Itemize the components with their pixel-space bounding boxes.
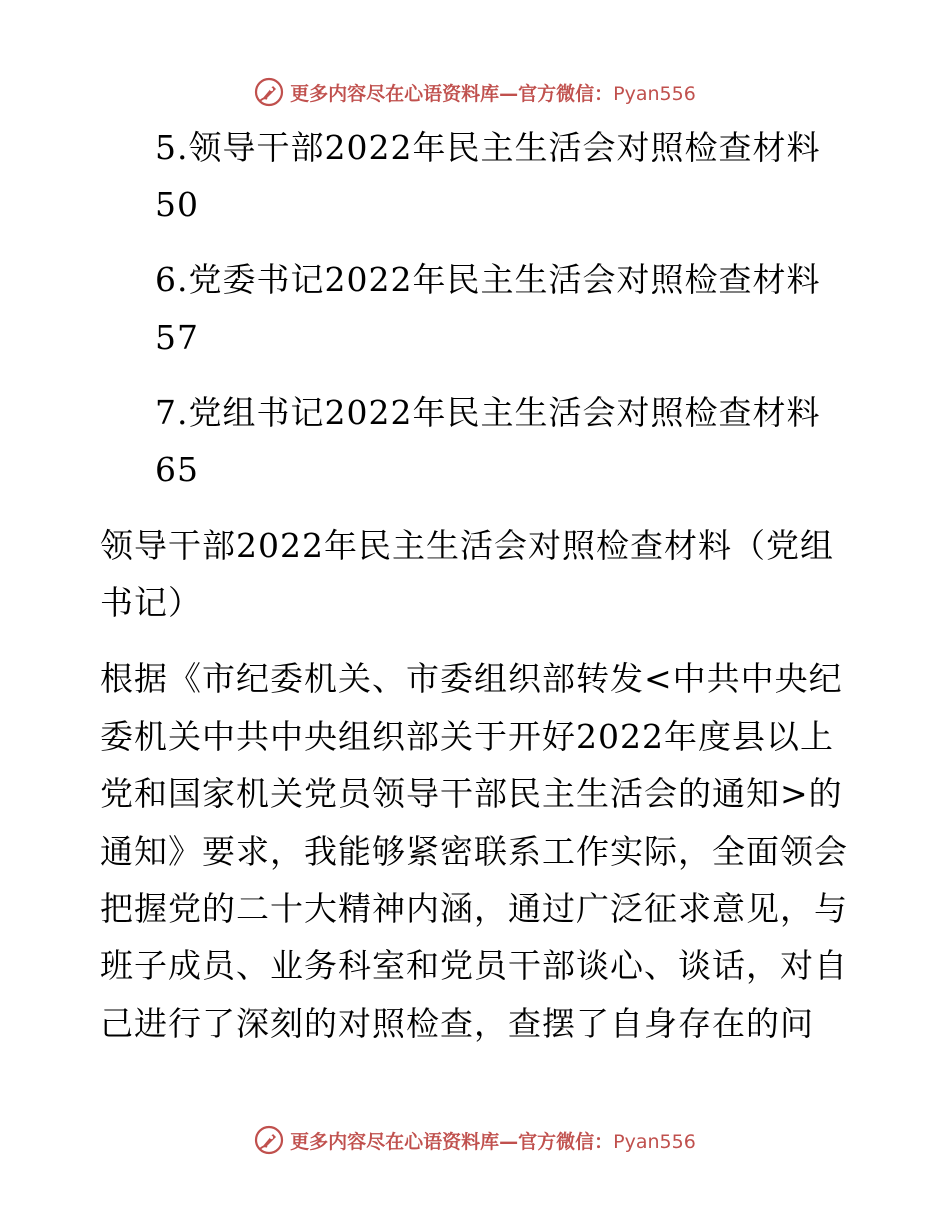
toc-item-page: 57 bbox=[155, 318, 199, 357]
article-body-line: 根据《市纪委机关、市委组织部转发<中共中央纪 bbox=[100, 659, 843, 698]
footer-banner-text bbox=[290, 1127, 696, 1154]
toc-item-page: 65 bbox=[155, 450, 199, 489]
footer-banner bbox=[0, 1120, 950, 1160]
header-wechat-id: Pyan556 bbox=[613, 82, 696, 105]
article-body-line: 委机关中共中央组织部关于开好2022年度县以上 bbox=[100, 717, 834, 756]
footer-wechat-id: Pyan556 bbox=[613, 1130, 696, 1153]
article-body-line: 把握党的二十大精神内涵，通过广泛征求意见，与 bbox=[100, 889, 848, 928]
article-body-line: 班子成员、业务科室和党员干部谈心、谈话，对自 bbox=[100, 946, 848, 985]
article-title-line: 书记） bbox=[100, 583, 202, 622]
toc-item-title: 6.党委书记2022年民主生活会对照检查材料 bbox=[155, 260, 821, 299]
toc-item-title: 7.党组书记2022年民主生活会对照检查材料 bbox=[155, 393, 821, 432]
pen-nib-logo-icon bbox=[254, 1125, 284, 1155]
footer-site-text: 更多内容尽在心语资料库—官方微信： bbox=[290, 1130, 614, 1153]
article-body-line: 党和国家机关党员领导干部民主生活会的通知>的 bbox=[100, 774, 843, 813]
header-site-text: 更多内容尽在心语资料库—官方微信： bbox=[290, 82, 614, 105]
article-body-line: 通知》要求，我能够紧密联系工作实际，全面领会 bbox=[100, 832, 848, 871]
toc-item-title: 5.领导干部2022年民主生活会对照检查材料 bbox=[155, 128, 821, 167]
toc-item-page: 50 bbox=[155, 185, 199, 224]
article-body-line: 己进行了深刻的对照检查，查摆了自身存在的问 bbox=[100, 1004, 814, 1043]
article-title-line: 领导干部2022年民主生活会对照检查材料（党组 bbox=[100, 526, 834, 565]
